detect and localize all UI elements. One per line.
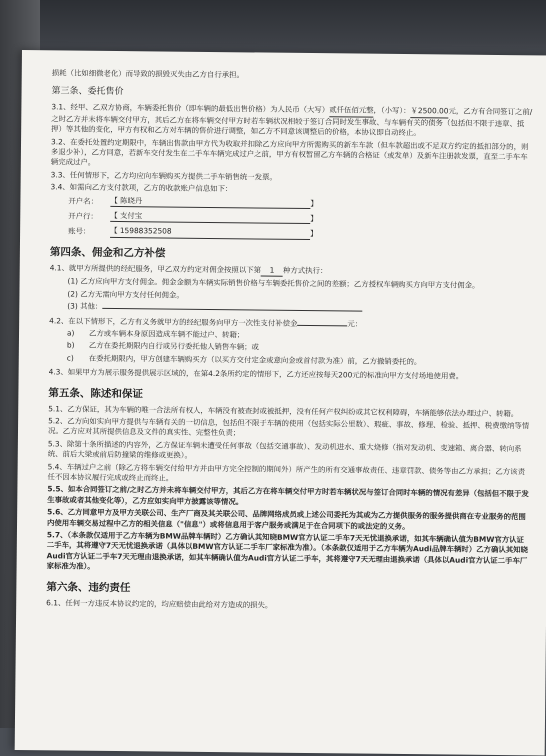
clause-5-2: 5.2、乙方向如实向甲方提供与车辆有关的一切信息，包括但不限于车辆的使用（包括实际公里数）、瑕疵、事故、修理、检验、抵押、税费缴纳等情况。乙方应对其所提供信息及文件的真实性、完整性负责； xyxy=(47,416,530,438)
account-bank-value: 支付宝 xyxy=(119,211,143,221)
clause-4-1-option-1: (1) 乙方应向甲方支付佣金。佣金金额为车辆实际销售价格与车辆委托售价之间的差额；乙方授权车辆购买方向甲方支付佣金。 xyxy=(67,276,480,291)
account-name-row: 开户名： 【 陈晓丹 】 xyxy=(68,195,318,208)
section-5-title: 第五条、陈述和保证 xyxy=(48,386,143,400)
clause-4-3: 4.3、如果甲方为展示服务提供展示区域的，在第4.2条所约定的情形下，乙方还应按每天200元的标准向甲方支付场地使用费。 xyxy=(48,367,464,381)
intro-text: 损耗（比如细微老化）而导致的损毁灭失由乙方自行承担。 xyxy=(51,68,244,80)
section-6-title: 第六条、违约责任 xyxy=(46,580,131,594)
clause-4-1-option-2: (2) 乙方无需向甲方支付任何佣金。 xyxy=(67,289,184,300)
account-number-row: 账号： 【 15988352508 】 xyxy=(68,226,318,239)
clause-6-1: 6.1、任何一方违反本协议约定的，均应赔偿由此给对方造成的损失。 xyxy=(46,597,273,610)
clause-5-6: 5.6、乙方同意甲方及甲方关联公司、生产厂商及其关联公司、品牌网络成员或上述公司委托为其或为乙方提供服务的服务提供商在专业服务的范围内使用车辆交易过程中乙方的相关信息（"信息"）或将信息用于客户服务或满足于在合同项下的或法定的义务。 xyxy=(47,507,526,531)
amount-chinese: 贰仟伍佰元整 xyxy=(329,106,373,118)
clause-4-2-item: a) 乙方或车辆本身原因造成车辆不能过户、转籍； xyxy=(66,328,245,340)
clause-5-1: 5.1、乙方保证，其为车辆的唯一合法所有权人，车辆没有被查封或被抵押，没有任何产权纠纷或其它权利障碍，车辆能够依法办理过户、转籍。 xyxy=(48,403,519,418)
section-4-title: 第四条、佣金和乙方补偿 xyxy=(49,246,166,260)
clause-3-4: 3.4、如需向乙方支付款项，乙方的收款账户信息如下： xyxy=(50,182,233,194)
clause-4-2-item: c) 在委托期限内，甲方创建车辆购买方（以买方交付定金或意向金或首付款为准）前，乙方撤销委托的。 xyxy=(66,353,422,366)
clause-4-2: 4.2、在以下情形下，乙方有义务就甲方的经纪服务向甲方一次性支付补偿金 元： xyxy=(49,315,363,329)
clause-4-2-item: b) 乙方在委托期限内自行或另行委托他人销售车辆；或 xyxy=(66,340,259,352)
clause-5-5: 5.5、如本合同签订之前/之时乙方并未将车辆交付甲方，其后乙方在将车辆交付甲方时若车辆状况与签订合同时车辆的情况有差异（包括但不限于发生事故或者其他变化等），乙方应如实向甲方披露该等情况。 xyxy=(47,484,529,507)
clause-5-4: 5.4、车辆过户之前（除乙方将车辆交付给甲方并由甲方完全控制的期间外）所产生的所有交通事故责任、违章罚款、债务等由乙方承担；乙方该责任不因本协议履行完成或终止而终止。 xyxy=(47,461,526,483)
clause-4-1: 4.1、就甲方所提供的经纪服务，甲乙双方约定对佣金按照以下第 1 种方式执行： xyxy=(49,263,328,276)
clause-3-2: 3.2、在委托处置约定期限中，车辆出售款由甲方代为收取并扣除乙方应向甲方所需购买的新车车款（但车款超出或不足双方约定的抵扣部分的，则多退少补），乙方同意，若新车交付发生在二手车车辆完成过户之前，甲方有权暂留乙方车辆的合格证（或发单）及新车注册款发票，直至二手车车辆完成过户。 xyxy=(50,136,529,168)
account-number-value: 15988352508 xyxy=(119,226,172,237)
commission-option-value: 1 xyxy=(261,265,283,277)
contract-page xyxy=(15,50,546,756)
clause-3-3: 3.3、任何情形下，乙方均应向车辆购买方提供二手车销售统一发票。 xyxy=(50,170,277,182)
clause-5-7: 5.7、（本条款仅适用于乙方车辆为BMW品牌车辆时）乙方确认其知晓BMW官方认证二手车7天无忧退换承诺，如其车辆确认值为BMW官方认证二手车，其将遵守7天无忧退换承诺（具体以BMW官方认证二手车厂家标准为准）。（本条款仅适用于乙方车辆为Audi品牌车辆时）乙方确认其知晓Audi官方认证二手车7天无理由退换承诺，如其车辆确认值为Audi官方认证二手车，其将遵守7天无理由退换承诺（具体以Audi官方认证二手车厂家标准为准）。 xyxy=(46,530,528,572)
account-name-value: 陈晓丹 xyxy=(120,195,143,205)
amount-numeric: ￥2500.00 xyxy=(410,106,448,118)
clause-5-3: 5.3、除第十条所描述的内容外，乙方保证车辆未遭受任何事故（包括交通事故）、发动机进水、重大烧修（指对发动机、变速箱、离合器、转向系统、前后大梁或前后防撞梁的维修或更换）。 xyxy=(47,439,522,460)
clause-4-1-option-3: (3) 其他： xyxy=(49,301,531,316)
section-3-title: 第三条、委托售价 xyxy=(51,86,124,98)
clause-3-1: 3.1、经甲、乙双方协商，车辆委托售价（即车辆的最低出售价格）为人民币（大写）贰仟伍佰元整，（小写）：￥2500.00元，乙方有合同签订之前/之时乙方并未将车辆交付甲方，其后乙方在将车辆交付甲方时若车辆状况相较于签订合同时发生事故、与车辆有关的债务（包括但不限于违章、抵押）等其他的变化，甲方有权和乙方对车辆的售价进行调整，如乙方不同意该调整后的价格，本协议即自动终止。 xyxy=(51,102,533,138)
account-bank-row: 开户行： 【 支付宝 】 xyxy=(68,210,318,224)
